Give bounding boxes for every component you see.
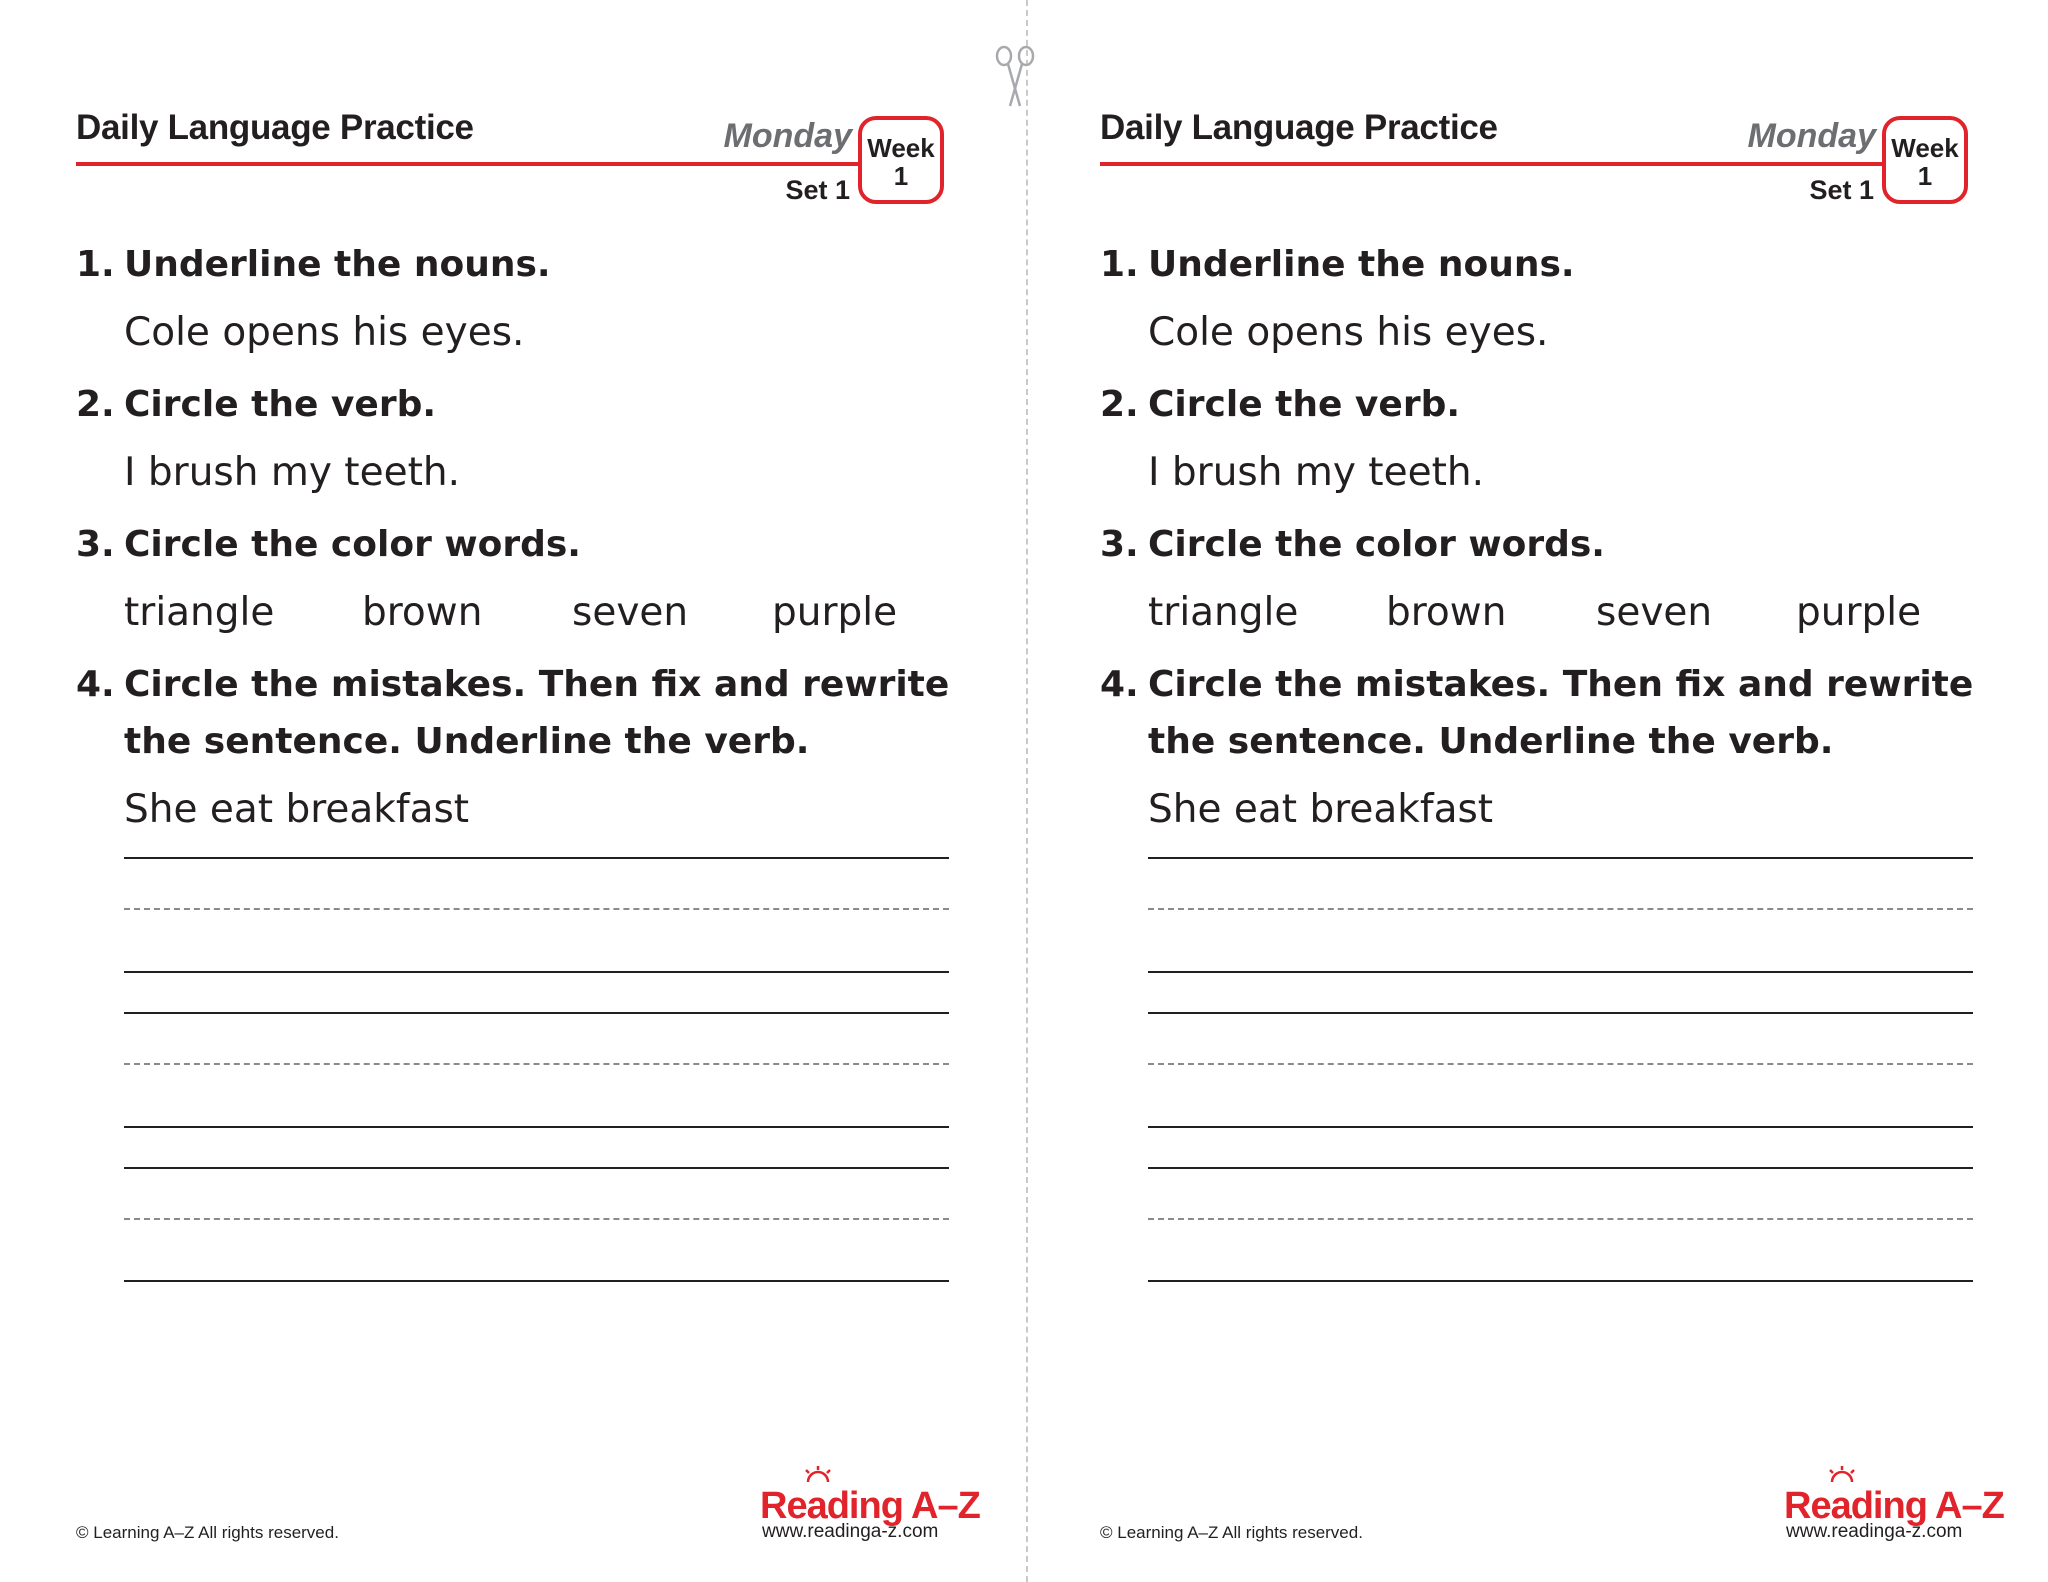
week-label: Week	[1891, 133, 1959, 163]
set-label: Set 1	[785, 175, 850, 205]
worksheet-right	[1024, 0, 2048, 1582]
word-choice: seven	[572, 590, 689, 635]
word-choice: brown	[362, 590, 483, 635]
writing-baseline	[1148, 971, 1973, 973]
writing-line[interactable]	[1148, 1012, 1973, 1014]
word-choice: purple	[1796, 590, 1922, 635]
sun-icon	[800, 1466, 836, 1482]
header-rule	[1100, 162, 1882, 166]
question-sentence: Cole opens his eyes.	[1148, 310, 1549, 355]
question-number: 1.	[76, 244, 115, 285]
week-number: 1	[893, 161, 909, 191]
question-prompt: Underline the nouns.	[124, 244, 551, 285]
writing-midline	[124, 908, 949, 910]
question-number: 3.	[76, 524, 115, 565]
logo-text: Reading A–Z	[760, 1485, 980, 1527]
writing-baseline	[124, 971, 949, 973]
question-sentence: Cole opens his eyes.	[124, 310, 525, 355]
question-prompt: Circle the verb.	[124, 384, 437, 425]
writing-midline	[124, 1218, 949, 1220]
question-number: 3.	[1100, 524, 1139, 565]
question-prompt: the sentence. Underline the verb.	[1148, 721, 1834, 762]
question-prompt: the sentence. Underline the verb.	[124, 721, 810, 762]
question-number: 4.	[1100, 664, 1139, 705]
writing-baseline	[1148, 1280, 1973, 1282]
question-prompt: Circle the mistakes. Then fix and rewrite	[124, 664, 950, 705]
question-number: 1.	[1100, 244, 1139, 285]
reading-az-logo	[1784, 1466, 2004, 1528]
day-label: Monday	[1747, 117, 1876, 155]
copyright: © Learning A–Z All rights reserved.	[76, 1523, 339, 1542]
question-sentence: I brush my teeth.	[124, 450, 460, 495]
question-prompt: Underline the nouns.	[1148, 244, 1575, 285]
writing-midline	[124, 1063, 949, 1065]
header-rule	[76, 162, 858, 166]
writing-baseline	[1148, 1126, 1973, 1128]
week-badge	[1882, 116, 1968, 204]
question-sentence: She eat breakfast	[124, 787, 470, 832]
website-link[interactable]: www.readinga-z.com	[1786, 1521, 1963, 1542]
question-sentence: I brush my teeth.	[1148, 450, 1484, 495]
reading-az-logo	[760, 1466, 980, 1528]
day-label: Monday	[723, 117, 852, 155]
question-prompt: Circle the mistakes. Then fix and rewrite	[1148, 664, 1974, 705]
writing-line[interactable]	[124, 1167, 949, 1169]
website-link[interactable]: www.readinga-z.com	[762, 1521, 939, 1542]
question-number: 2.	[76, 384, 115, 425]
question-number: 2.	[1100, 384, 1139, 425]
sun-icon	[1824, 1466, 1860, 1482]
question-sentence: She eat breakfast	[1148, 787, 1494, 832]
writing-line[interactable]	[1148, 1167, 1973, 1169]
week-number: 1	[1917, 161, 1933, 191]
word-choice: brown	[1386, 590, 1507, 635]
writing-midline	[1148, 908, 1973, 910]
set-label: Set 1	[1809, 175, 1874, 205]
word-choice: seven	[1596, 590, 1713, 635]
writing-baseline	[124, 1126, 949, 1128]
question-prompt: Circle the verb.	[1148, 384, 1461, 425]
week-badge	[858, 116, 944, 204]
writing-line[interactable]	[124, 857, 949, 859]
question-prompt: Circle the color words.	[1148, 524, 1605, 565]
copyright: © Learning A–Z All rights reserved.	[1100, 1523, 1363, 1542]
writing-baseline	[124, 1280, 949, 1282]
writing-midline	[1148, 1218, 1973, 1220]
logo-text: Reading A–Z	[1784, 1485, 2004, 1527]
worksheet-title: Daily Language Practice	[76, 108, 474, 147]
writing-line[interactable]	[124, 1012, 949, 1014]
word-choice: triangle	[124, 590, 275, 635]
word-choice: triangle	[1148, 590, 1299, 635]
word-choice: purple	[772, 590, 898, 635]
worksheet-title: Daily Language Practice	[1100, 108, 1498, 147]
writing-midline	[1148, 1063, 1973, 1065]
week-label: Week	[867, 133, 935, 163]
question-number: 4.	[76, 664, 115, 705]
writing-line[interactable]	[1148, 857, 1973, 859]
question-prompt: Circle the color words.	[124, 524, 581, 565]
